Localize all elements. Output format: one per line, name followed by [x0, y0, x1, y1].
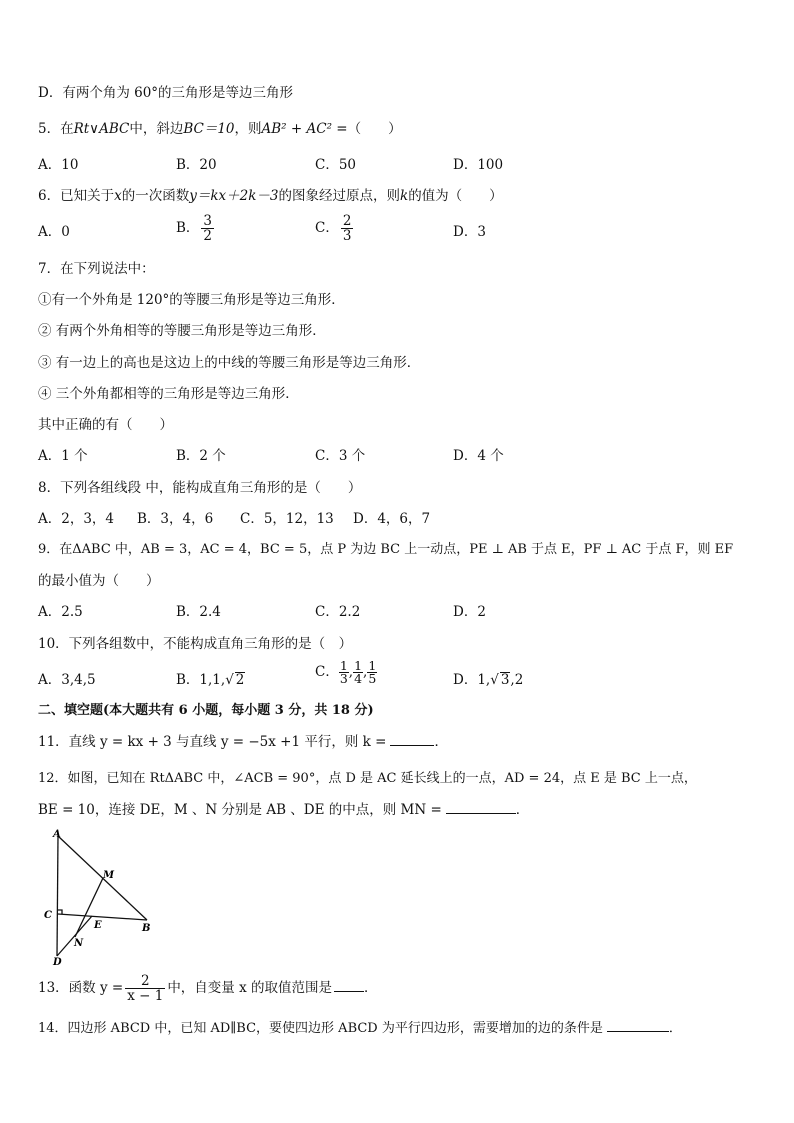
q5-option-d: D．100 [453, 157, 504, 173]
q11-answer-blank[interactable] [390, 733, 434, 746]
q6-stem-mid: 的一次函数 [121, 188, 190, 204]
section-2-heading: 二、填空题(本大题共有 6 小题，每小题 3 分，共 18 分) [38, 703, 374, 718]
q5-stem-mid: 中，斜边 [129, 121, 184, 137]
q12-figure [40, 828, 160, 968]
q9-stem-line1: 9．在ΔABC 中，AB = 3，AC = 4，BC = 5，点 P 为边 BC 上一动点，PE ⊥ AB 于点 E，PF ⊥ AC 于点 F，则 EF [38, 542, 734, 557]
q10-option-d-suffix: ,2 [510, 672, 524, 688]
fraction-denominator: 5 [368, 671, 377, 686]
label-c: C [44, 910, 52, 921]
q11-end: ． [434, 734, 448, 750]
line-de [57, 916, 92, 956]
q14-stem [38, 1019, 682, 1038]
q10-option-b-prefix: B．1,1, [176, 672, 226, 688]
q12-end: ． [515, 802, 530, 818]
q7-item-4: ④ 三个外角都相等的三角形是等边三角形． [38, 386, 299, 402]
q13-suffix: 中，自变量 x 的取值范围是 [167, 980, 333, 996]
q9-option-d: D．2 [453, 604, 486, 620]
q10-option-c-fraction-2 [353, 660, 363, 685]
q8-option-d: D．4，6，7 [353, 511, 431, 527]
fraction-numerator: 2 [125, 974, 165, 989]
q5-expression: AB² + AC² = [261, 121, 348, 137]
q10-stem: 10．下列各组数中，不能构成直角三角形的是（ ） [38, 636, 353, 652]
q11-text: 11．直线 y = kx + 3 与直线 y = −5x +1 平行，则 k = [38, 734, 387, 750]
fraction-numerator: 3 [203, 213, 213, 229]
q10-option-b: B．1,1,√ 2 [176, 672, 245, 688]
fraction-denominator: 4 [354, 671, 363, 686]
q5-option-a: A．10 [38, 157, 79, 173]
q6-stem-end: 的值为（ ） [408, 188, 503, 204]
q10-option-c-fraction-3 [367, 660, 377, 685]
q6-option-a: A．0 [38, 224, 70, 240]
q7-stem: 7．在下列说法中： [38, 261, 155, 277]
q7-option-d: D．4 个 [453, 448, 504, 464]
q6-option-c-label: C． [315, 220, 339, 236]
q5-hypotenuse: BC＝10 [183, 121, 235, 137]
q10-option-c: C． $\frac{1}{3}$ , $\frac{1}{4}$ , $\frac{1}{5}$ [315, 658, 377, 686]
fraction-numerator: 1 [354, 658, 363, 673]
fraction-denominator: 3 [339, 671, 348, 686]
q14-answer-blank[interactable] [607, 1019, 669, 1032]
q7-item-3: ③ 有一边上的高也是这边上的中线的等腰三角形是等边三角形． [38, 355, 421, 371]
q7-option-a: A．1 个 [38, 448, 88, 464]
q12-stem-line1: 12．如图，已知在 RtΔABC 中，∠ACB = 90°，点 D 是 AC 延长线上的一点，AD = 24，点 E 是 BC 上一点， [38, 771, 697, 786]
q12-line2-text: BE = 10，连接 DE，M 、N 分别是 AB 、DE 的中点，则 MN = [38, 802, 442, 818]
label-e: E [94, 920, 102, 931]
q10-option-c-label: C． [315, 664, 339, 680]
q7-item-2: ② 有两个外角相等的等腰三角形是等边三角形． [38, 323, 326, 339]
q6-var-x: x [114, 188, 122, 204]
q12-answer-blank[interactable] [446, 801, 516, 814]
fraction-denominator: 3 [342, 228, 352, 244]
q6-option-c-fraction [341, 214, 354, 243]
q6-option-b-fraction [201, 214, 214, 243]
q6-option-d: D．3 [453, 224, 486, 240]
q10-option-d: D．1,√ 3,2 [453, 672, 524, 688]
label-d: D [53, 957, 62, 968]
q10-option-c-fraction-1 [339, 660, 349, 685]
q5-stem-pre: 5．在 [38, 121, 74, 137]
q8-option-a: A．2，3，4 [38, 511, 115, 527]
q6-stem-mid2: 的图象经过原点，则 [278, 188, 400, 204]
q8-option-b: B．3，4，6 [137, 511, 214, 527]
q6-option-b [176, 214, 216, 243]
fraction-numerator: 2 [342, 213, 352, 229]
q13-prefix: 13．函数 y = [38, 980, 124, 996]
q10-option-d-radicand: 3 [500, 672, 510, 688]
label-a: A [53, 829, 61, 840]
q12-stem-line2 [38, 801, 529, 819]
q7-item-1: ①有一个外角是 120°的等腰三角形是等边三角形． [38, 292, 345, 308]
q13-end: ． [364, 980, 378, 996]
q14-end: ． [668, 1021, 682, 1036]
q5-stem [38, 120, 402, 138]
label-b: B [142, 923, 151, 934]
q5-option-c: C．50 [315, 157, 357, 173]
fraction-denominator: x − 1 [127, 988, 164, 1004]
q4-option-d: D．有两个角为 60°的三角形是等边三角形 [38, 85, 294, 101]
q6-option-b-label: B． [176, 220, 200, 236]
line-ad [57, 836, 58, 956]
q5-stem-end: （ ） [347, 121, 402, 137]
fraction-numerator: 1 [339, 658, 348, 673]
q5-stem-mid2: ，则 [234, 121, 262, 137]
q10-option-d-prefix: D．1, [453, 672, 491, 688]
q13-fraction [125, 974, 165, 1003]
q5-triangle: Rt∨ABC [73, 121, 130, 137]
q10-option-a: A．3,4,5 [38, 672, 96, 688]
q6-function: y＝kx＋2k－3 [189, 188, 279, 204]
q13-stem [38, 974, 378, 1003]
q5-option-b: B．20 [176, 157, 217, 173]
q13-answer-blank[interactable] [334, 979, 364, 992]
q9-option-a: A．2.5 [38, 604, 83, 620]
q8-option-c: C．5，12，13 [240, 511, 334, 527]
fraction-denominator: 2 [203, 228, 213, 244]
q11-stem [38, 733, 448, 751]
q6-option-c [315, 214, 355, 243]
q9-option-b: B．2.4 [176, 604, 221, 620]
q6-stem [38, 187, 503, 205]
line-cb [58, 914, 147, 920]
label-m: M [103, 870, 115, 881]
q14-text: 14．四边形 ABCD 中，已知 AD∥BC，要使四边形 ABCD 为平行四边形，需要增加的边的条件是 [38, 1021, 603, 1036]
q10-option-b-radicand: 2 [235, 672, 245, 688]
q9-stem-line2: 的最小值为（ ） [38, 573, 160, 589]
q6-stem-pre: 6．已知关于 [38, 188, 115, 204]
q9-option-c: C．2.2 [315, 604, 361, 620]
q7-option-c: C．3 个 [315, 448, 366, 464]
q7-option-b: B．2 个 [176, 448, 226, 464]
q7-ask: 其中正确的有（ ） [38, 417, 173, 433]
q6-var-k: k [400, 188, 409, 204]
q8-stem: 8．下列各组线段 中，能构成直角三角形的是（ ） [38, 480, 362, 496]
fraction-numerator: 1 [368, 658, 377, 673]
label-n: N [74, 938, 84, 949]
